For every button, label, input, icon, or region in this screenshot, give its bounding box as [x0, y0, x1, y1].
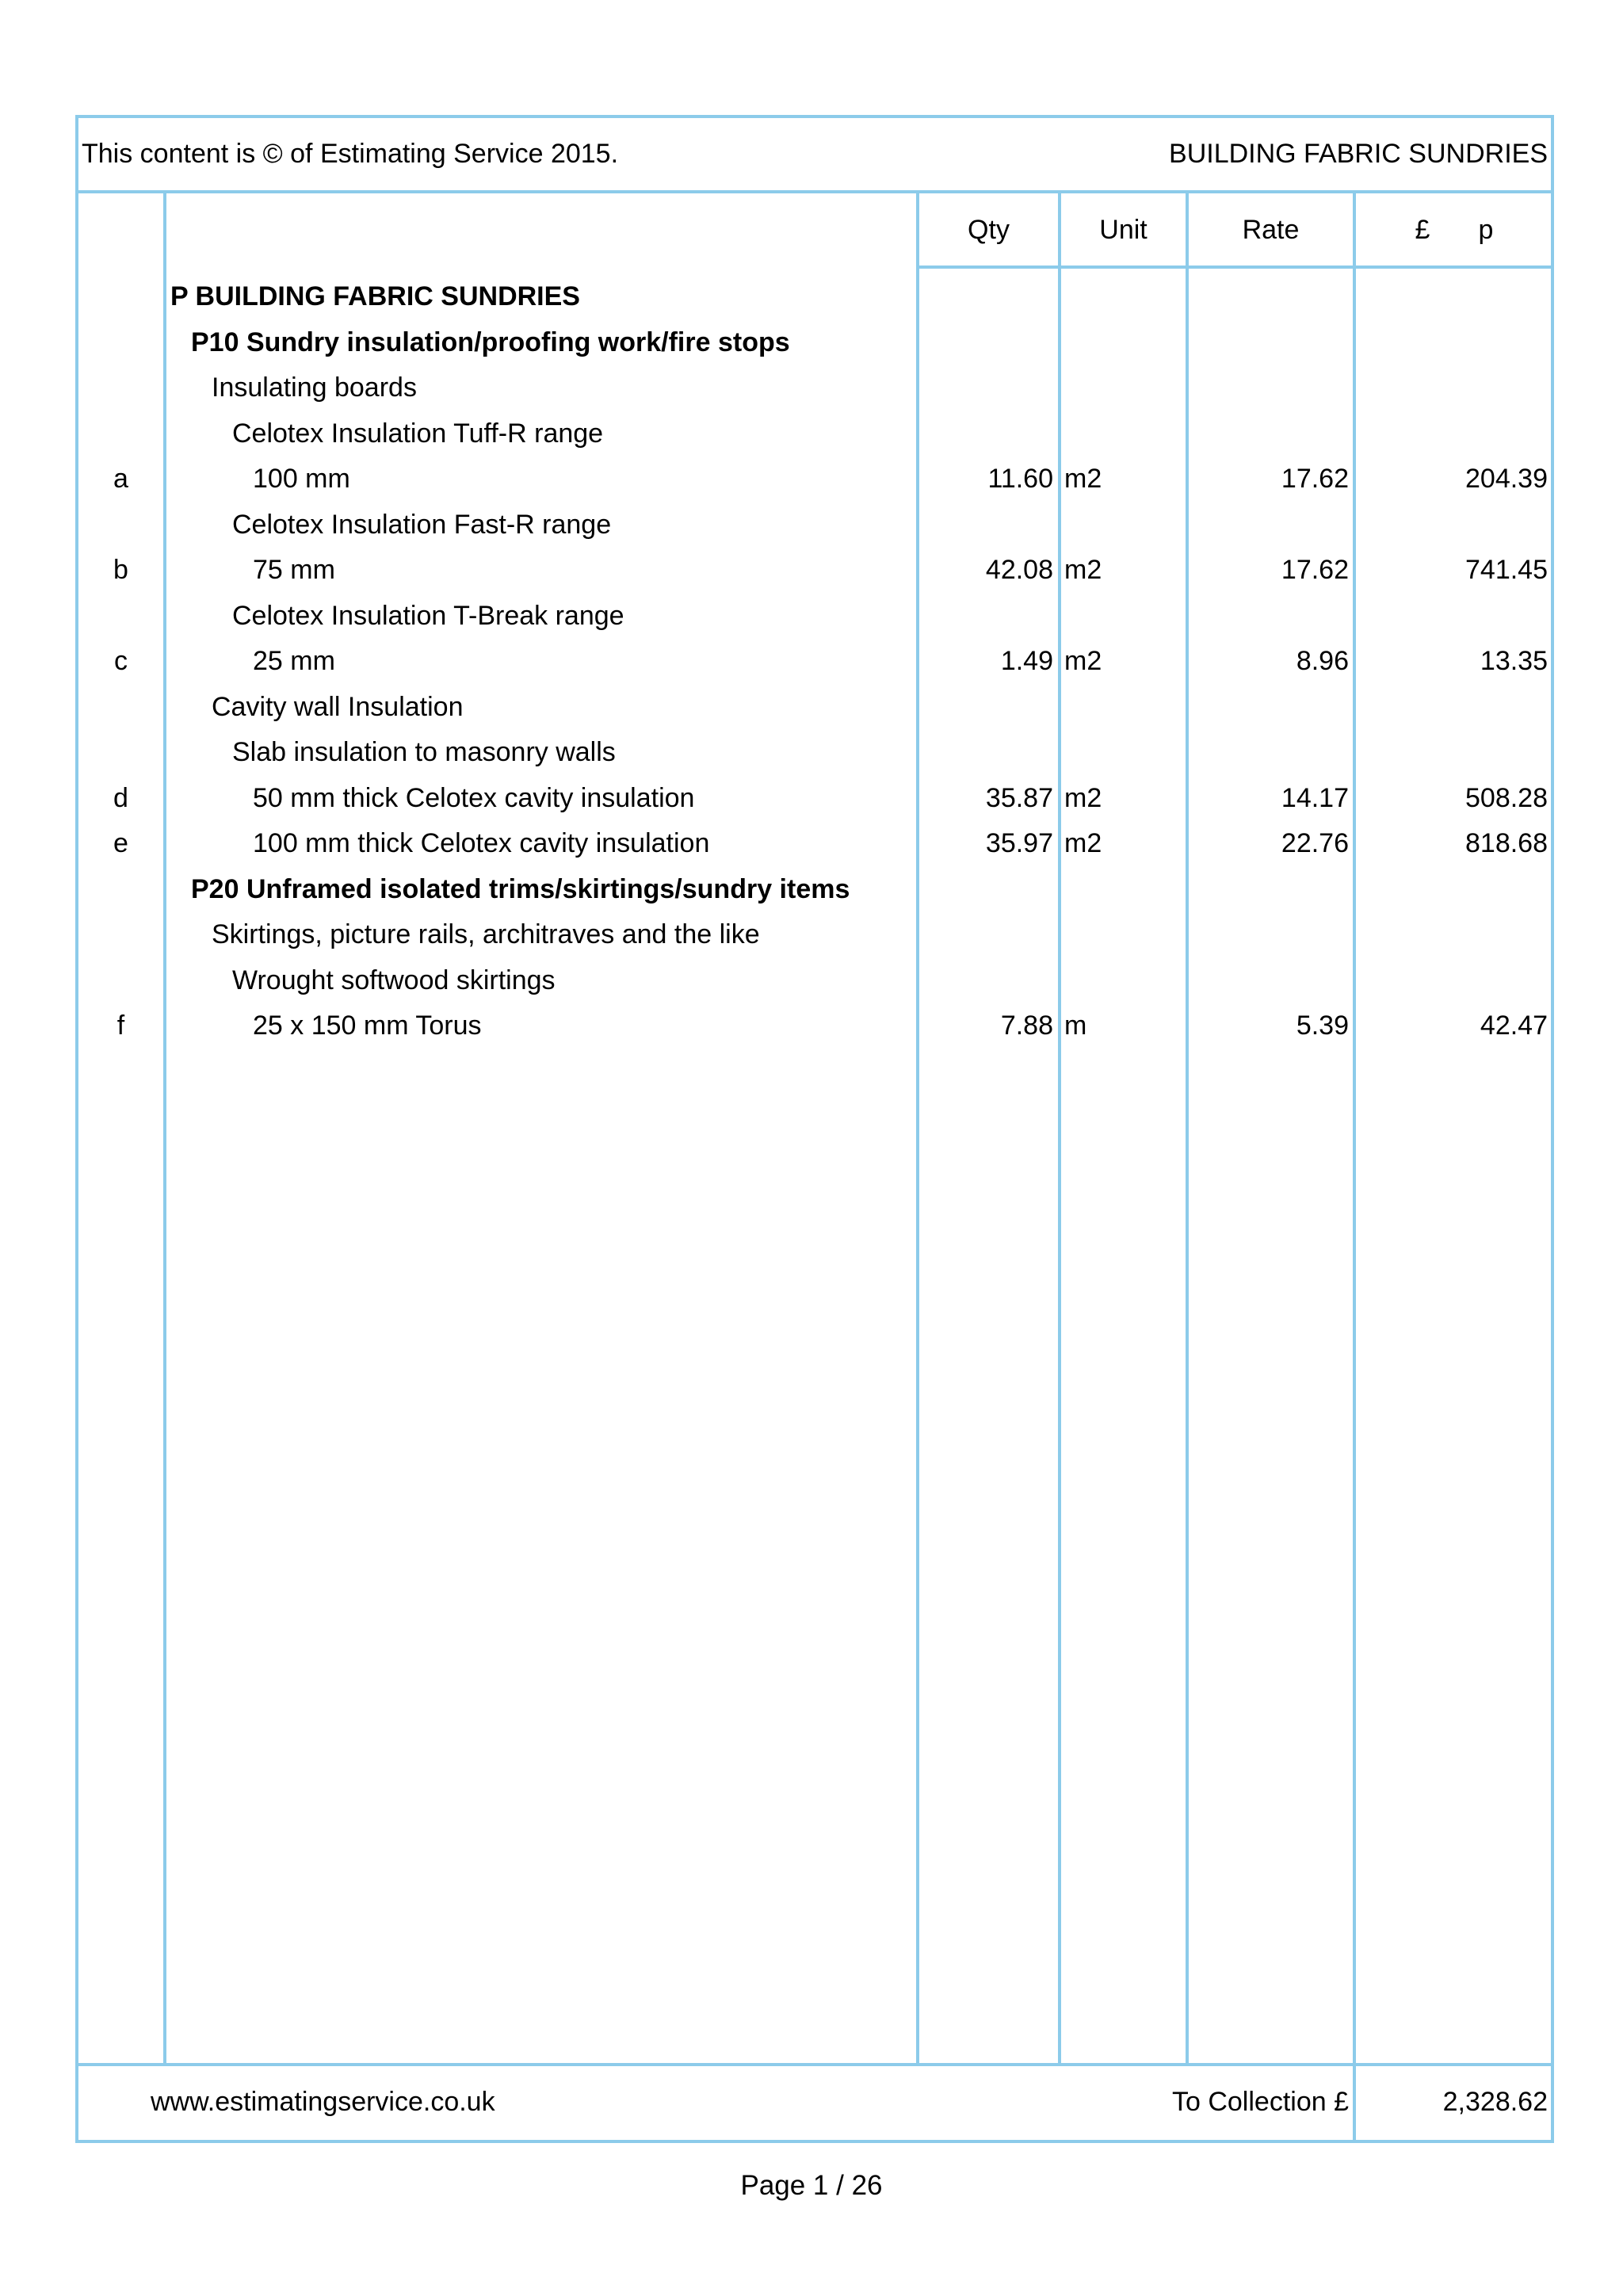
item-rate: 5.39: [1296, 1010, 1349, 1041]
section-title: BUILDING FABRIC SUNDRIES: [1169, 139, 1548, 169]
item-amount: 741.45: [1465, 555, 1548, 585]
item-description: 100 mm thick Celotex cavity insulation: [253, 828, 710, 858]
frame-top: [75, 115, 1554, 118]
frame-right: [1551, 115, 1554, 2143]
item-amount: 13.35: [1480, 646, 1548, 676]
colhead-rate: Rate: [1242, 215, 1300, 245]
col-qty-divider: [1058, 190, 1061, 2066]
frame-bottom: [75, 2140, 1554, 2143]
item-description: 75 mm: [253, 555, 335, 585]
item-unit: m: [1064, 1010, 1087, 1041]
item-description: P BUILDING FABRIC SUNDRIES: [170, 281, 580, 311]
collection-label: To Collection £: [1171, 2087, 1349, 2117]
item-rate: 14.17: [1281, 783, 1349, 813]
item-description: Insulating boards: [212, 372, 417, 403]
item-qty: 11.60: [987, 464, 1053, 494]
item-description: Celotex Insulation T-Break range: [232, 601, 624, 631]
item-unit: m2: [1064, 555, 1102, 585]
item-amount: 508.28: [1465, 783, 1548, 813]
item-unit: m2: [1064, 464, 1102, 494]
item-qty: 42.08: [985, 555, 1053, 585]
item-description: Celotex Insulation Fast-R range: [232, 510, 612, 540]
item-ref: f: [116, 1010, 125, 1041]
header-separator: [75, 190, 1554, 193]
item-description: P20 Unframed isolated trims/skirtings/sundry items: [191, 874, 850, 904]
item-rate: 17.62: [1281, 464, 1349, 494]
item-description: Wrought softwood skirtings: [232, 965, 556, 995]
item-rate: 17.62: [1281, 555, 1349, 585]
item-rate: 22.76: [1281, 828, 1349, 858]
item-description: P10 Sundry insulation/proofing work/fire stops: [191, 327, 790, 357]
frame-left: [75, 115, 78, 2143]
item-amount: 818.68: [1465, 828, 1548, 858]
item-description: Celotex Insulation Tuff-R range: [232, 418, 604, 449]
item-description: 25 x 150 mm Torus: [253, 1010, 482, 1041]
page-number: Page 1 / 26: [740, 2170, 883, 2201]
item-qty: 35.97: [985, 828, 1053, 858]
item-description: Cavity wall Insulation: [212, 692, 464, 722]
item-amount: 204.39: [1465, 464, 1548, 494]
item-ref: d: [113, 783, 128, 813]
item-description: 50 mm thick Celotex cavity insulation: [253, 783, 695, 813]
colhead-unit: Unit: [1099, 215, 1148, 245]
item-ref: c: [114, 646, 128, 676]
item-description: 25 mm: [253, 646, 335, 676]
item-rate: 8.96: [1296, 646, 1349, 676]
item-description: Skirtings, picture rails, architraves and the like: [212, 919, 760, 949]
item-unit: m2: [1064, 646, 1102, 676]
footer-separator: [75, 2063, 1554, 2066]
item-qty: 35.87: [985, 783, 1053, 813]
item-qty: 7.88: [1000, 1010, 1053, 1041]
copyright-notice: This content is © of Estimating Service 2015.: [82, 139, 619, 169]
footer-website: www.estimatingservice.co.uk: [151, 2087, 495, 2117]
item-qty: 1.49: [1000, 646, 1053, 676]
item-ref: e: [113, 828, 128, 858]
item-amount: 42.47: [1480, 1010, 1548, 1041]
item-unit: m2: [1064, 783, 1102, 813]
colhead-pence: p: [1478, 215, 1494, 245]
item-ref: a: [113, 464, 128, 494]
item-description: Slab insulation to masonry walls: [232, 737, 616, 767]
item-description: 100 mm: [253, 464, 350, 494]
item-ref: b: [113, 555, 128, 585]
colhead-qty: Qty: [968, 215, 1010, 245]
colhead-underline: [918, 266, 1554, 269]
item-unit: m2: [1064, 828, 1102, 858]
colhead-pounds: £: [1415, 215, 1430, 245]
collection-total: 2,328.62: [1442, 2087, 1548, 2117]
